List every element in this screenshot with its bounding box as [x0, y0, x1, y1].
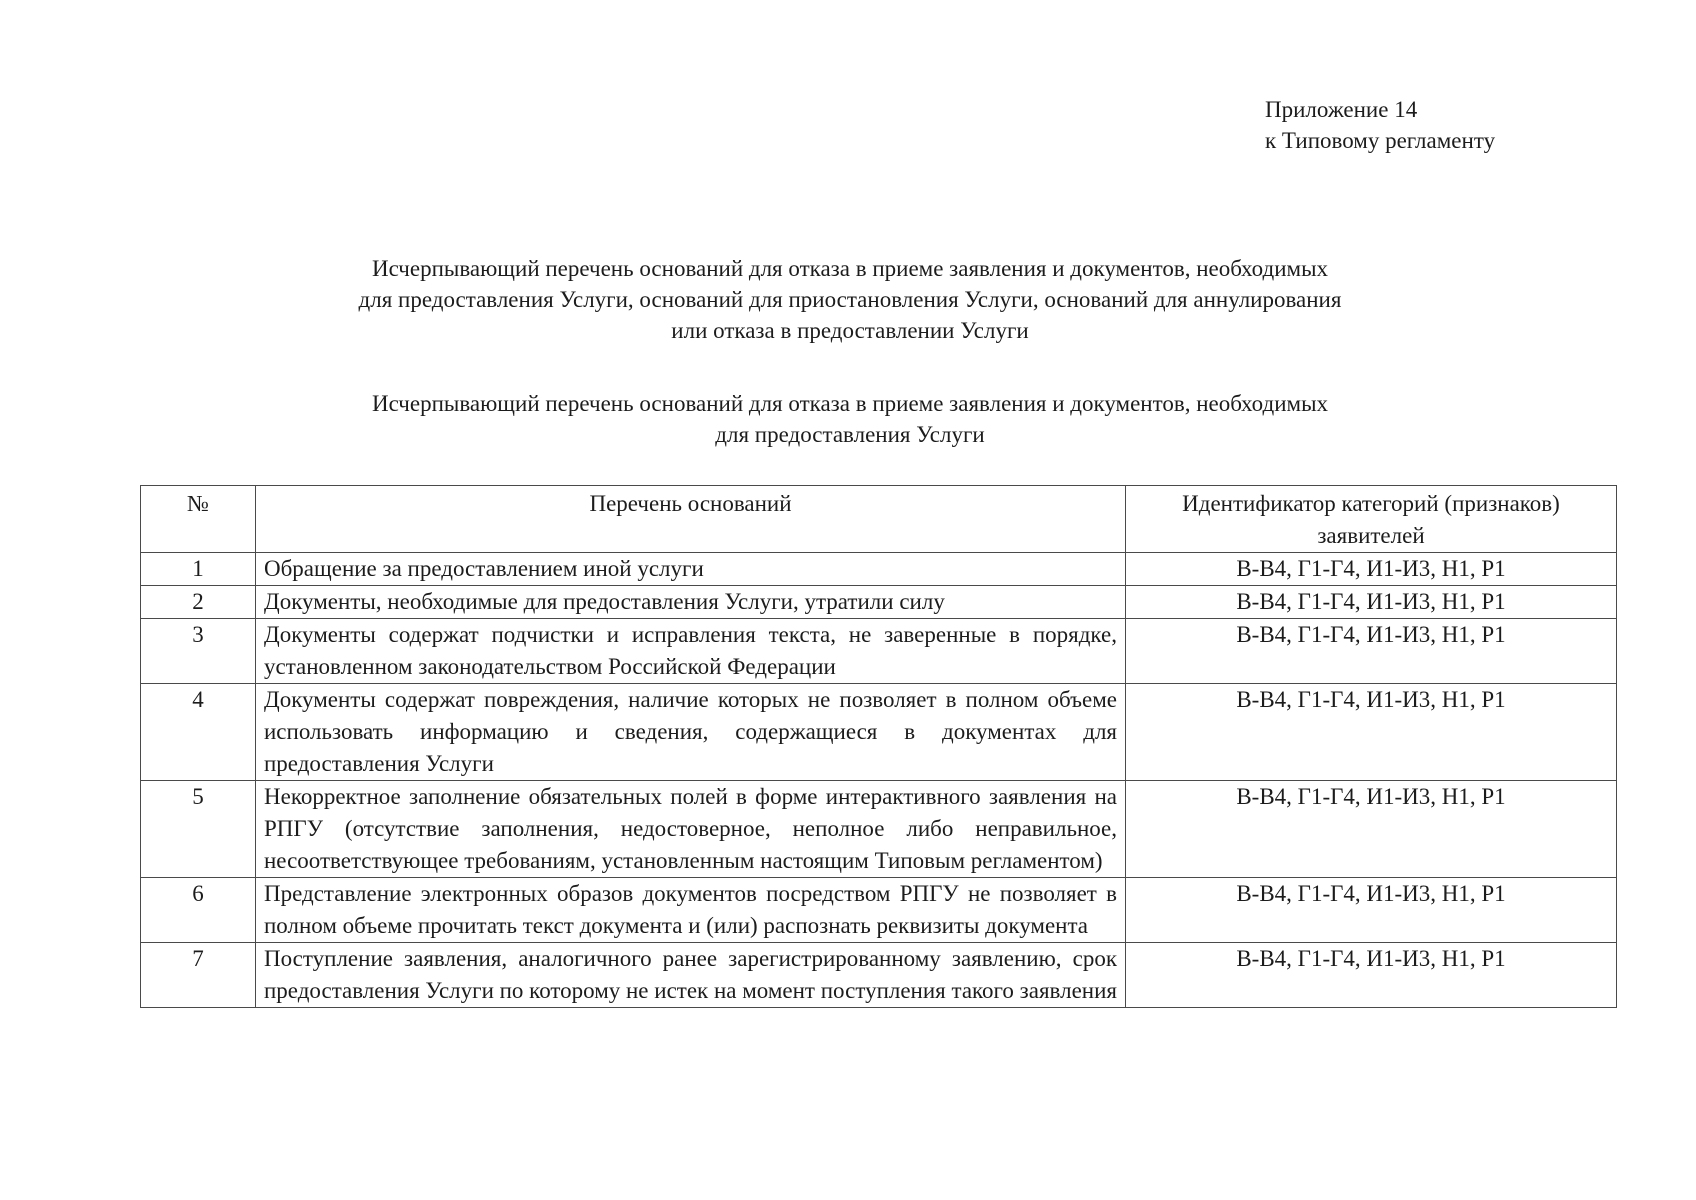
row-number: 1	[141, 553, 256, 586]
row-identifier: В-В4, Г1-Г4, И1-И3, Н1, Р1	[1126, 586, 1617, 619]
table-row	[141, 943, 1617, 1008]
header-grounds-list: Перечень оснований	[256, 486, 1126, 553]
row-identifier: В-В4, Г1-Г4, И1-И3, Н1, Р1	[1126, 684, 1617, 781]
row-identifier: В-В4, Г1-Г4, И1-И3, Н1, Р1	[1126, 619, 1617, 684]
document-title	[200, 253, 1500, 346]
header-applicant-category-identifier: Идентификатор категорий (признаков) заявителей	[1126, 486, 1617, 553]
table-row	[141, 878, 1617, 943]
row-identifier: В-В4, Г1-Г4, И1-И3, Н1, Р1	[1126, 781, 1617, 878]
row-number: 6	[141, 878, 256, 943]
row-ground-text: Представление электронных образов документов посредством РПГУ не позволяет в полном объеме прочитать текст документа и (или) распознать реквизиты документа	[256, 878, 1126, 943]
section-title-line: для предоставления Услуги	[715, 422, 985, 447]
header-number: №	[141, 486, 256, 553]
appendix-number: Приложение 14	[1265, 97, 1418, 122]
table-header-row	[141, 486, 1617, 553]
table-row	[141, 619, 1617, 684]
appendix-note	[1265, 94, 1495, 156]
appendix-reference: к Типовому регламенту	[1265, 128, 1496, 153]
row-ground-text: Документы содержат повреждения, наличие которых не позволяет в полном объеме использовать информацию и сведения, содержащиеся в документах для предоставления Услуги	[256, 684, 1126, 781]
table-row	[141, 781, 1617, 878]
table-row	[141, 553, 1617, 586]
document-title-line: Исчерпывающий перечень оснований для отказа в приеме заявления и документов, необходимых	[371, 256, 1329, 281]
table-row	[141, 586, 1617, 619]
row-ground-text: Поступление заявления, аналогичного ранее зарегистрированному заявлению, срок предоставления Услуги по которому не истек на момент поступления такого заявления	[256, 943, 1126, 1008]
row-identifier: В-В4, Г1-Г4, И1-И3, Н1, Р1	[1126, 943, 1617, 1008]
table-row	[141, 684, 1617, 781]
row-number: 4	[141, 684, 256, 781]
document-title-line: для предоставления Услуги, оснований для приостановления Услуги, оснований для аннулирования	[358, 287, 1342, 312]
row-number: 2	[141, 586, 256, 619]
row-identifier: В-В4, Г1-Г4, И1-И3, Н1, Р1	[1126, 553, 1617, 586]
document-title-line: или отказа в предоставлении Услуги	[671, 318, 1029, 343]
grounds-table	[140, 485, 1617, 1008]
section-title-line: Исчерпывающий перечень оснований для отказа в приеме заявления и документов, необходимых	[371, 391, 1329, 416]
row-ground-text: Некорректное заполнение обязательных полей в форме интерактивного заявления на РПГУ (отсутствие заполнения, недостоверное, неполное либо неправильное, несоответствующее требованиям, установленным настоящим Типовым регламентом)	[256, 781, 1126, 878]
section-title	[200, 388, 1500, 450]
row-ground-text: Документы, необходимые для предоставления Услуги, утратили силу	[256, 586, 1126, 619]
row-number: 5	[141, 781, 256, 878]
row-ground-text: Обращение за предоставлением иной услуги	[256, 553, 1126, 586]
row-ground-text: Документы содержат подчистки и исправления текста, не заверенные в порядке, установленном законодательством Российской Федерации	[256, 619, 1126, 684]
row-number: 3	[141, 619, 256, 684]
row-identifier: В-В4, Г1-Г4, И1-И3, Н1, Р1	[1126, 878, 1617, 943]
row-number: 7	[141, 943, 256, 1008]
